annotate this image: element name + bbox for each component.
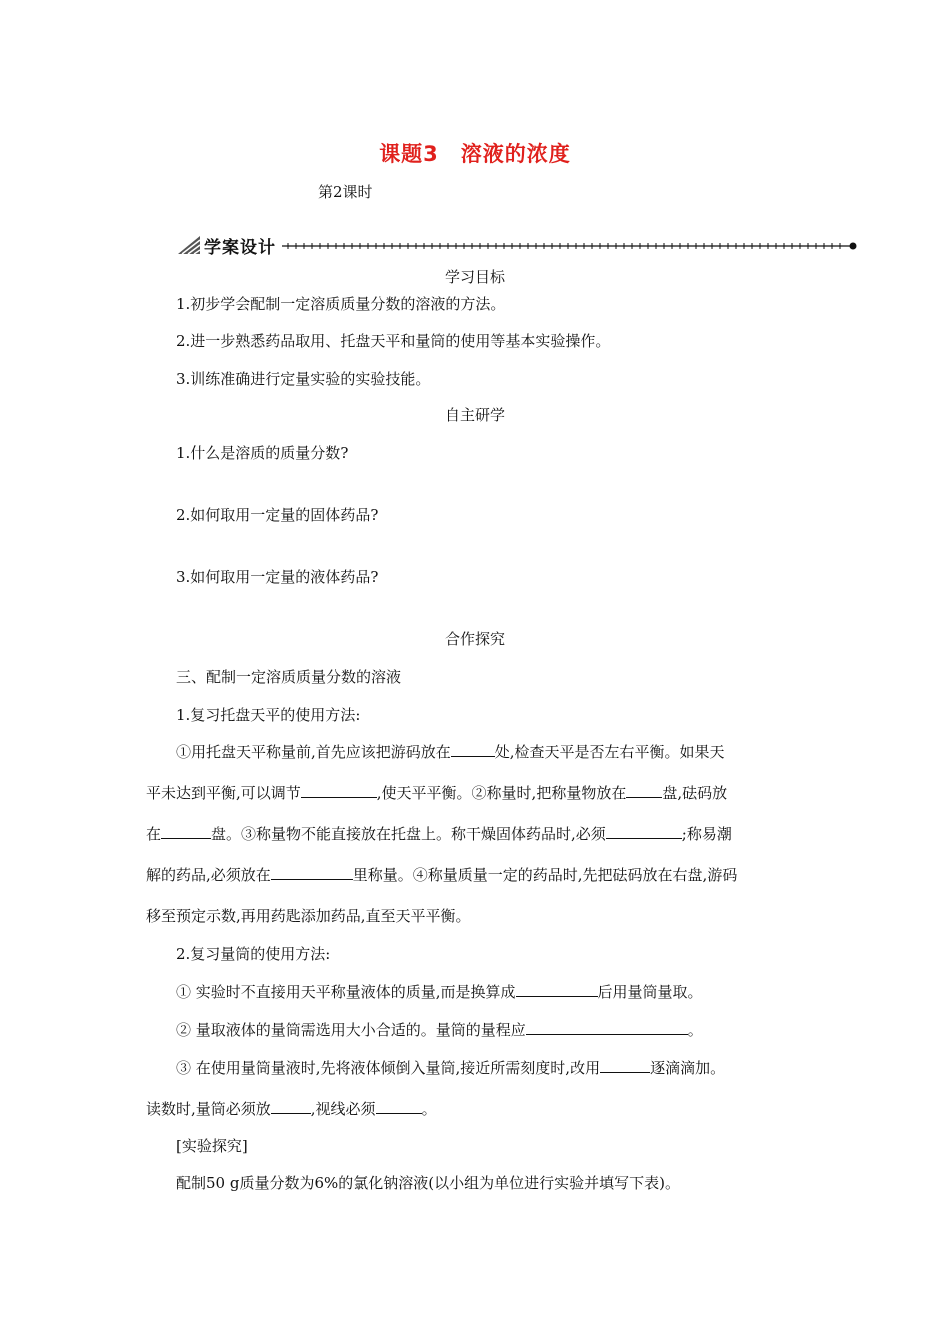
section-banner <box>176 232 858 258</box>
banner-dotted-rule <box>282 240 862 252</box>
fill-blank[interactable] <box>526 1020 688 1035</box>
banner-corner-icon <box>178 236 200 254</box>
fill-blank[interactable] <box>626 783 662 798</box>
banner-label: 学案设计 <box>204 238 276 258</box>
fill-blank[interactable] <box>606 824 682 839</box>
fill-blank[interactable] <box>161 824 211 839</box>
cylinder-line-1: ① 实验时不直接用天平称量液体的质量,而是换算成 后用量筒量取。 <box>176 983 703 1001</box>
part-title: 三、配制一定溶质质量分数的溶液 <box>176 668 402 686</box>
objective-item-1: 1.初步学会配制一定溶质质量分数的溶液的方法。 <box>176 295 506 313</box>
fill-blank[interactable] <box>376 1099 422 1114</box>
balance-line-3: 在 盘。③称量物不能直接放在托盘上。称干燥固体药品时,必须 ;称易潮 <box>146 825 732 843</box>
balance-line-2: 平未达到平衡,可以调节 ,使天平平衡。②称量时,把称量物放在 盘,砝码放 <box>146 784 728 802</box>
balance-line-4: 解的药品,必须放在 里称量。④称量质量一定的药品时,先把砝码放在右盘,游码 <box>146 866 738 884</box>
fill-blank[interactable] <box>516 982 598 997</box>
objectives-heading: 学习目标 <box>444 268 505 286</box>
fill-blank[interactable] <box>301 783 377 798</box>
balance-line-1: ①用托盘天平称量前,首先应该把游码放在 处,检查天平是否左右平衡。如果天 <box>176 743 725 761</box>
cylinder-line-3: ③ 在使用量筒量液时,先将液体倾倒入量筒,接近所需刻度时,改用 逐滴滴加。 <box>176 1059 726 1077</box>
cylinder-line-4: 读数时,量筒必须放 ,视线必须 。 <box>146 1100 437 1118</box>
fill-blank[interactable] <box>271 865 353 880</box>
balance-title: 1.复习托盘天平的使用方法: <box>176 706 361 724</box>
self-study-heading: 自主研学 <box>444 406 505 424</box>
self-study-question-3: 3.如何取用一定量的液体药品? <box>176 568 379 586</box>
fill-blank[interactable] <box>451 742 495 757</box>
experiment-heading: [实验探究] <box>176 1137 248 1155</box>
lesson-title: 课题3 溶液的浓度 <box>379 142 571 166</box>
objective-item-2: 2.进一步熟悉药品取用、托盘天平和量筒的使用等基本实验操作。 <box>176 332 611 350</box>
balance-line-5: 移至预定示数,再用药匙添加药品,直至天平平衡。 <box>146 907 471 925</box>
self-study-question-2: 2.如何取用一定量的固体药品? <box>176 506 379 524</box>
lesson-subtitle: 第2课时 <box>318 183 373 201</box>
fill-blank[interactable] <box>271 1099 311 1114</box>
fill-blank[interactable] <box>600 1058 650 1073</box>
cooperation-heading: 合作探究 <box>444 630 505 648</box>
objective-item-3: 3.训练准确进行定量实验的实验技能。 <box>176 370 431 388</box>
self-study-question-1: 1.什么是溶质的质量分数? <box>176 444 349 462</box>
cylinder-line-2: ② 量取液体的量筒需选用大小合适的。量筒的量程应 。 <box>176 1021 703 1039</box>
cylinder-title: 2.复习量筒的使用方法: <box>176 945 331 963</box>
experiment-text: 配制50 g质量分数为6%的氯化钠溶液(以小组为单位进行实验并填写下表)。 <box>176 1174 680 1192</box>
